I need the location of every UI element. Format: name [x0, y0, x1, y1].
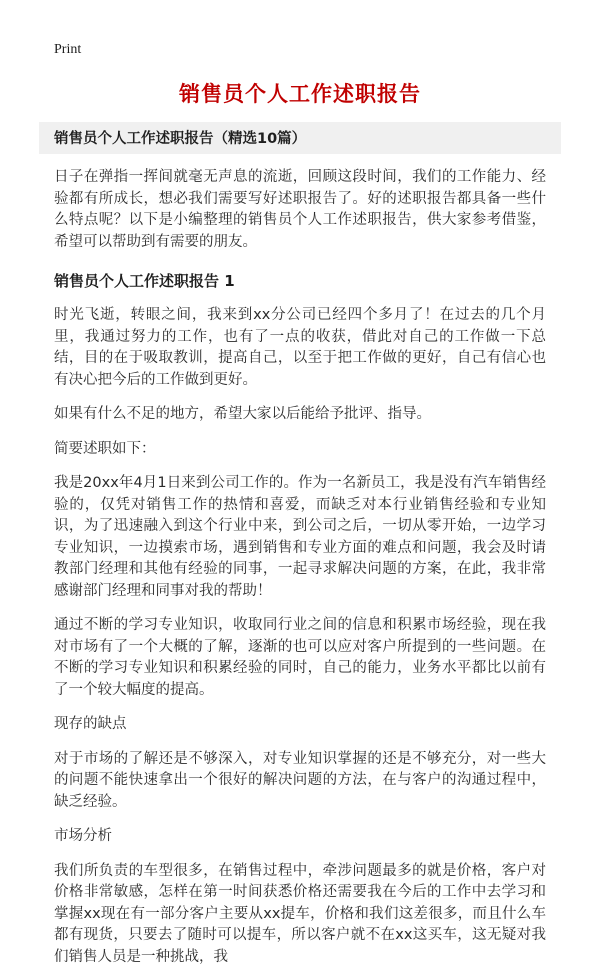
- body-paragraph: 时光飞逝，转眼之间，我来到xx分公司已经四个多月了！在过去的几个月里，我通过努力的工作，也有了一点的收获，借此对自己的工作做一下总结，目的在于吸取教训，提高自己，以至于把工作做的更好，自己有信心也有决心把今后的工作做到更好。: [54, 305, 546, 391]
- print-link[interactable]: Print: [54, 42, 81, 58]
- body-paragraph: 如果有什么不足的地方，希望大家以后能给予批评、指导。: [54, 404, 546, 426]
- body-paragraph: 简要述职如下：: [54, 439, 546, 461]
- body-paragraph: 我们所负责的车型很多，在销售过程中，牵涉问题最多的就是价格，客户对价格非常敏感，怎样在第一时间获悉价格还需要我在今后的工作中去学习和掌握xx现在有一部分客户主要从xx提车，价格和我们这差很多，而且什么车都有现货，只要去了随时可以提车，所以客户就不在xx这买车，这无疑对我们销售人员是一种挑战，我: [54, 861, 546, 968]
- subheading-existing-shortcomings: 现存的缺点: [54, 714, 546, 736]
- body-paragraph: 我是20xx年4月1日来到公司工作的。作为一名新员工，我是没有汽车销售经验的，仅凭对销售工作的热情和喜爱，而缺乏对本行业销售经验和专业知识，为了迅速融入到这个行业中来，到公司之后，一切从零开始，一边学习专业知识，一边摸索市场，遇到销售和专业方面的难点和问题，我会及时请教部门经理和其他有经验的同事，一起寻求解决问题的方案，在此，我非常感谢部门经理和同事对我的帮助！: [54, 473, 546, 602]
- document-body: [54, 167, 546, 968]
- subheading-market-analysis: 市场分析: [54, 826, 546, 848]
- page-title: 销售员个人工作述职报告: [54, 78, 546, 108]
- body-paragraph: 通过不断的学习专业知识，收取同行业之间的信息和积累市场经验，现在我对市场有了一个大概的了解，逐渐的也可以应对客户所提到的一些问题。在不断的学习专业知识和积累经验的同时，自己的能力，业务水平都比以前有了一个较大幅度的提高。: [54, 615, 546, 701]
- intro-paragraph: 日子在弹指一挥间就毫无声息的流逝，回顾这段时间，我们的工作能力、经验都有所成长，想必我们需要写好述职报告了。好的述职报告都具备一些什么特点呢？以下是小编整理的销售员个人工作述职报告，供大家参考借鉴，希望可以帮助到有需要的朋友。: [54, 167, 546, 253]
- section-heading-report-1: 销售员个人工作述职报告 1: [54, 270, 546, 291]
- body-paragraph: 对于市场的了解还是不够深入，对专业知识掌握的还是不够充分，对一些大的问题不能快速拿出一个很好的解决问题的方法，在与客户的沟通过程中，缺乏经验。: [54, 749, 546, 814]
- document-subtitle: 销售员个人工作述职报告（精选10篇）: [39, 122, 561, 154]
